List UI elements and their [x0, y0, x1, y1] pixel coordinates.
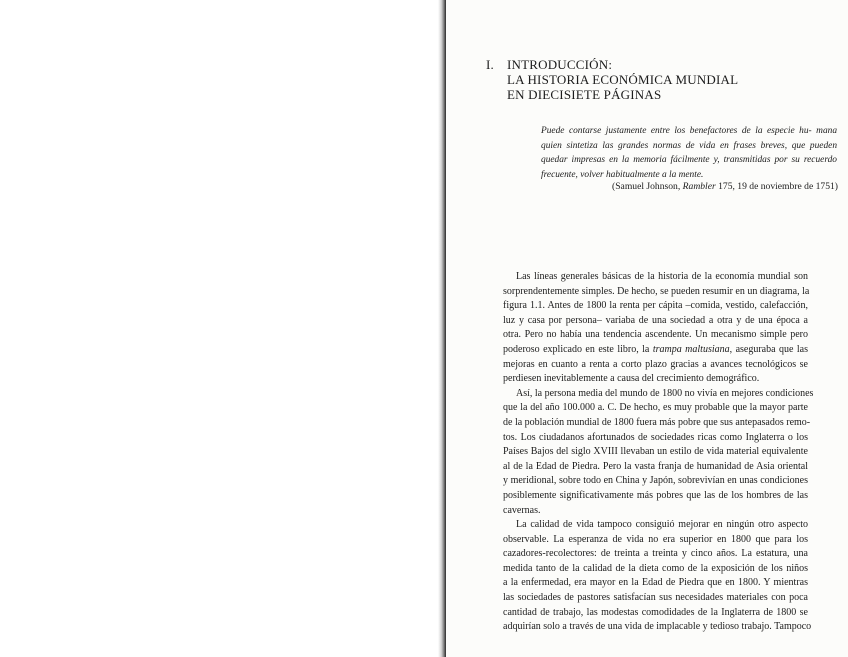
body-text — [503, 270, 814, 635]
body-line: Así, la persona media del mundo de 1800 no vivía en mejores condiciones — [516, 387, 814, 399]
chapter-title-line: INTRODUCCIÓN: — [507, 57, 613, 72]
epigraph-line: por su recuerdo frecuente, volver habitualmente a la mente. — [541, 155, 837, 180]
body-line: sorprendentemente simples. De hecho, se pueden resumir en un diagrama, la — [503, 285, 810, 297]
body-line: adquirían solo a través de una vida de implacable y tedioso trabajo. Tampoco — [503, 621, 812, 633]
body-line: Las líneas generales básicas de la historia de la economía mundial son — [516, 271, 808, 282]
body-line: mejoras en cuanto a renta a corto plazo gracias a avances tecnológicos se — [503, 358, 808, 370]
body-line: cavernas. — [503, 504, 541, 516]
body-line: La calidad de vida tampoco consiguió mejorar en ningún otro aspecto — [516, 519, 808, 531]
citation-date: 175, 19 de noviembre de 1751) — [715, 181, 838, 192]
body-line: figura 1.1. Antes de 1800 la renta per cápita –comida, vestido, calefacción, — [503, 300, 808, 312]
chapter-title-line: EN DIECISIETE PÁGINAS — [507, 87, 662, 102]
epigraph-citation — [546, 180, 838, 193]
chapter-number: I. — [486, 57, 494, 72]
epigraph — [541, 124, 837, 182]
body-line: las sociedades de pastores satisfacían sus necesidades materiales con poca — [503, 592, 808, 604]
body-line: luz y casa por persona– variaba de una sociedad a otra y de una época a — [503, 314, 808, 326]
body-line: poderoso explicado en este libro, la trampa maltusiana, aseguraba que las — [503, 343, 808, 355]
body-line: de la población mundial de 1800 fuera más pobre que sus antepasados remo- — [503, 416, 811, 428]
body-line: tos. Los ciudadanos afortunados de sociedades ricas como Inglaterra o los — [503, 431, 808, 443]
body-line: cantidad de trabajo, las modestas comodidades de la Inglaterra de 1800 se — [503, 606, 808, 618]
body-line: al de la Edad de Piedra. Pero la vasta franja de humanidad de Asia oriental — [503, 460, 808, 472]
body-line: posiblemente significativamente más pobres que las de los hombres de las — [503, 489, 808, 501]
emphasis-term: trampa maltusiana — [652, 343, 730, 355]
body-line: a la enfermedad, era mayor en la Edad de Piedra que en 1800. Y mientras — [503, 577, 808, 589]
epigraph-line: que pueden quedar impresas en la memoria fácilmente y, transmitidas — [541, 140, 838, 166]
book-gutter — [438, 0, 446, 657]
body-line: perdiesen inevitablemente a causa del crecimiento demográfico. — [503, 373, 760, 385]
chapter-title-line: LA HISTORIA ECONÓMICA MUNDIAL — [507, 72, 739, 87]
epigraph-line: Puede contarse justamente entre los benefactores de la especie hu- — [541, 126, 812, 136]
body-line: que la del año 100.000 a. C. De hecho, es muy probable que la mayor parte — [503, 402, 808, 414]
epigraph-line: mana quien sintetiza las grandes normas de vida en frases breves, — [541, 126, 838, 151]
body-line: Países Bajos del siglo XVIII llevaban un estilo de vida material equivalente — [503, 446, 808, 458]
citation-work: Rambler — [682, 181, 716, 192]
body-line: y meridional, sobre todo en China y Japón, sobrevivían en unas condiciones — [503, 475, 808, 487]
right-page — [446, 0, 848, 657]
body-line: observable. La esperanza de vida no era superior en 1800 que para los — [503, 533, 808, 545]
body-line: otra. Pero no había una tendencia ascendente. Un mecanismo simple pero — [503, 329, 808, 341]
body-line: cazadores-recolectores: de treinta a treinta y cinco años. La estatura, una — [503, 548, 808, 560]
body-line: medida tanto de la calidad de la dieta como de la exposición de los niños — [503, 562, 808, 574]
citation-author: (Samuel Johnson, — [612, 181, 683, 192]
chapter-heading — [486, 57, 816, 102]
